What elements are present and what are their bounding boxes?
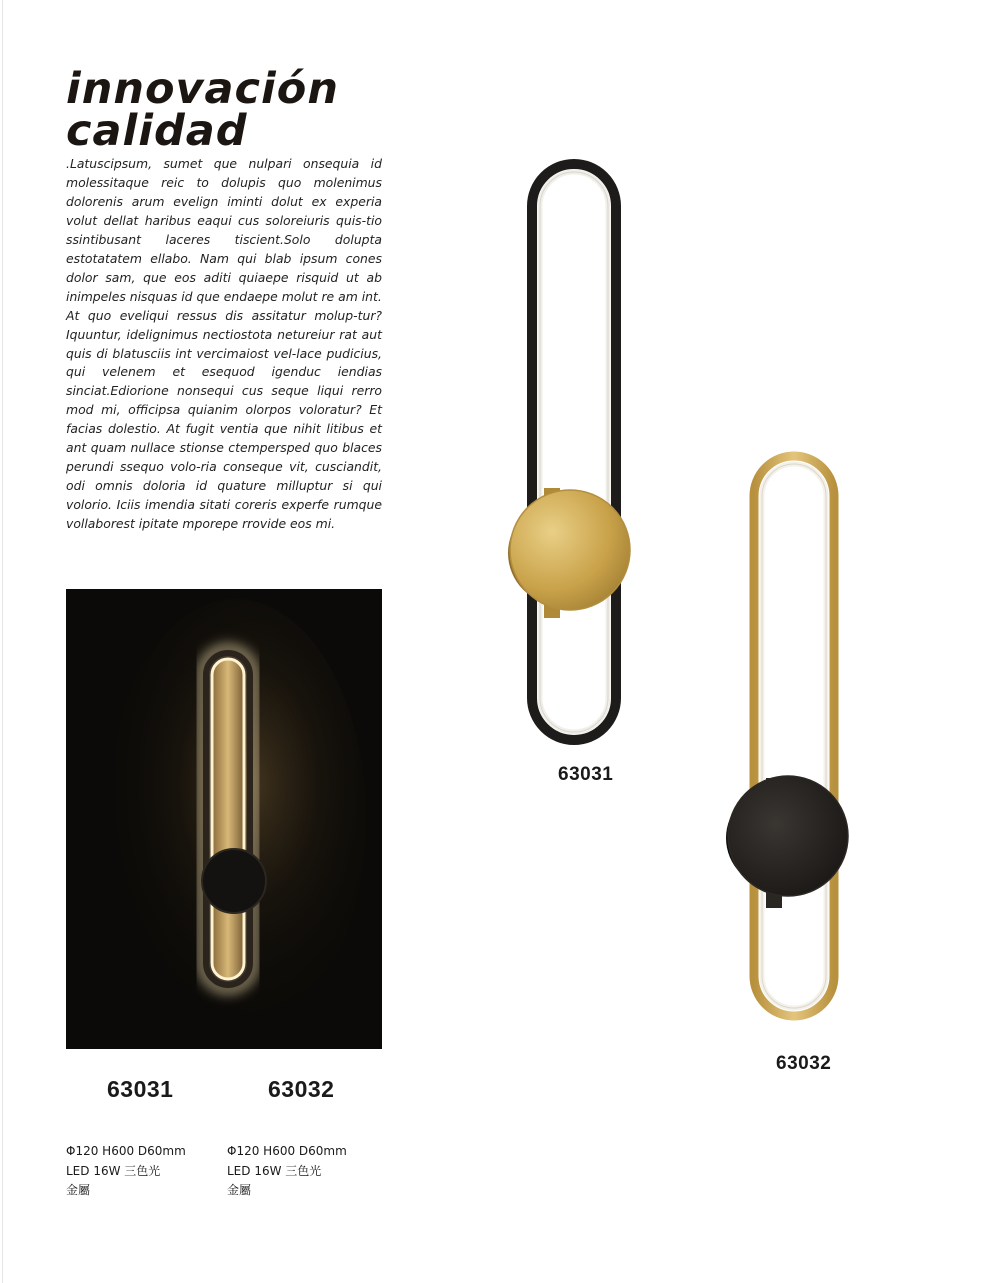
title-line-1: innovación: [66, 64, 339, 114]
description-text: [66, 155, 382, 534]
product-code-63032: 63032: [268, 1076, 335, 1102]
lamp-label-63032: 63032: [776, 1053, 832, 1074]
spec-dimensions: Φ120 H600 D60mm: [66, 1144, 186, 1158]
title-line-2: calidad: [66, 106, 248, 156]
spec-power: LED 16W 三色光: [227, 1163, 322, 1178]
lit-lamp-illustration: [66, 589, 382, 1049]
description-paragraph-2: At quo eveliqui ressus dis assitatur molup-tur?Iquuntur, idelignimus nectiostota netureiur rat aut quis di blatusciis int vercimaiost vel-lace pudicius, qui velenem et esequod igenduc iendias sinciat.Ediorione nonsequi cus seque liqui rerro mod mi, officipsa quianim olorpos voloratur? Et facias dolestio. At fugit ventia que nihit litibus et ant quam nullace stionse ctempersped quo blaces perundi ssequo volo-ria conseque vit, cusciandit, odi omnis doloria id quature milluptur si qui volorio. Iciis imendia sitati coreris experfe rumque vollaborest ipitate mporepe rrovide eos mi.: [66, 307, 382, 532]
lit-lamp-photo: [66, 589, 382, 1049]
specs-63032: [227, 1142, 347, 1201]
gold-lamp-illustration: [720, 448, 860, 1028]
black-lamp-63031: [500, 158, 640, 752]
product-code-63031: 63031: [107, 1076, 174, 1102]
page-edge-line: [2, 0, 3, 1283]
spec-power: LED 16W 三色光: [66, 1163, 161, 1178]
spec-dimensions: Φ120 H600 D60mm: [227, 1144, 347, 1158]
spec-material: 金屬: [66, 1183, 91, 1197]
lamp-label-63031: 63031: [558, 764, 614, 785]
black-lamp-illustration: [500, 158, 640, 748]
spec-material: 金屬: [227, 1183, 252, 1197]
description-paragraph-1: .Latuscipsum, sumet que nulpari onsequia id molessitaque reic to dolupis quo molenimus dolorenis arum evelign iminti dolut ex experia volut dellat haribus eaqui cus soloreiuris quis-tio ssintibusant laceres tiscient.Solo dolupta estotatatem ellabo. Nam qui blab ipsum cones dolor sam, que eos aditi quiaepe risquid ut ab inimpeles nisquas id que endaepe molut re am int.: [66, 156, 382, 304]
specs-63031: [66, 1142, 186, 1201]
page-title: [66, 64, 339, 156]
gold-lamp-63032: [720, 448, 860, 1032]
